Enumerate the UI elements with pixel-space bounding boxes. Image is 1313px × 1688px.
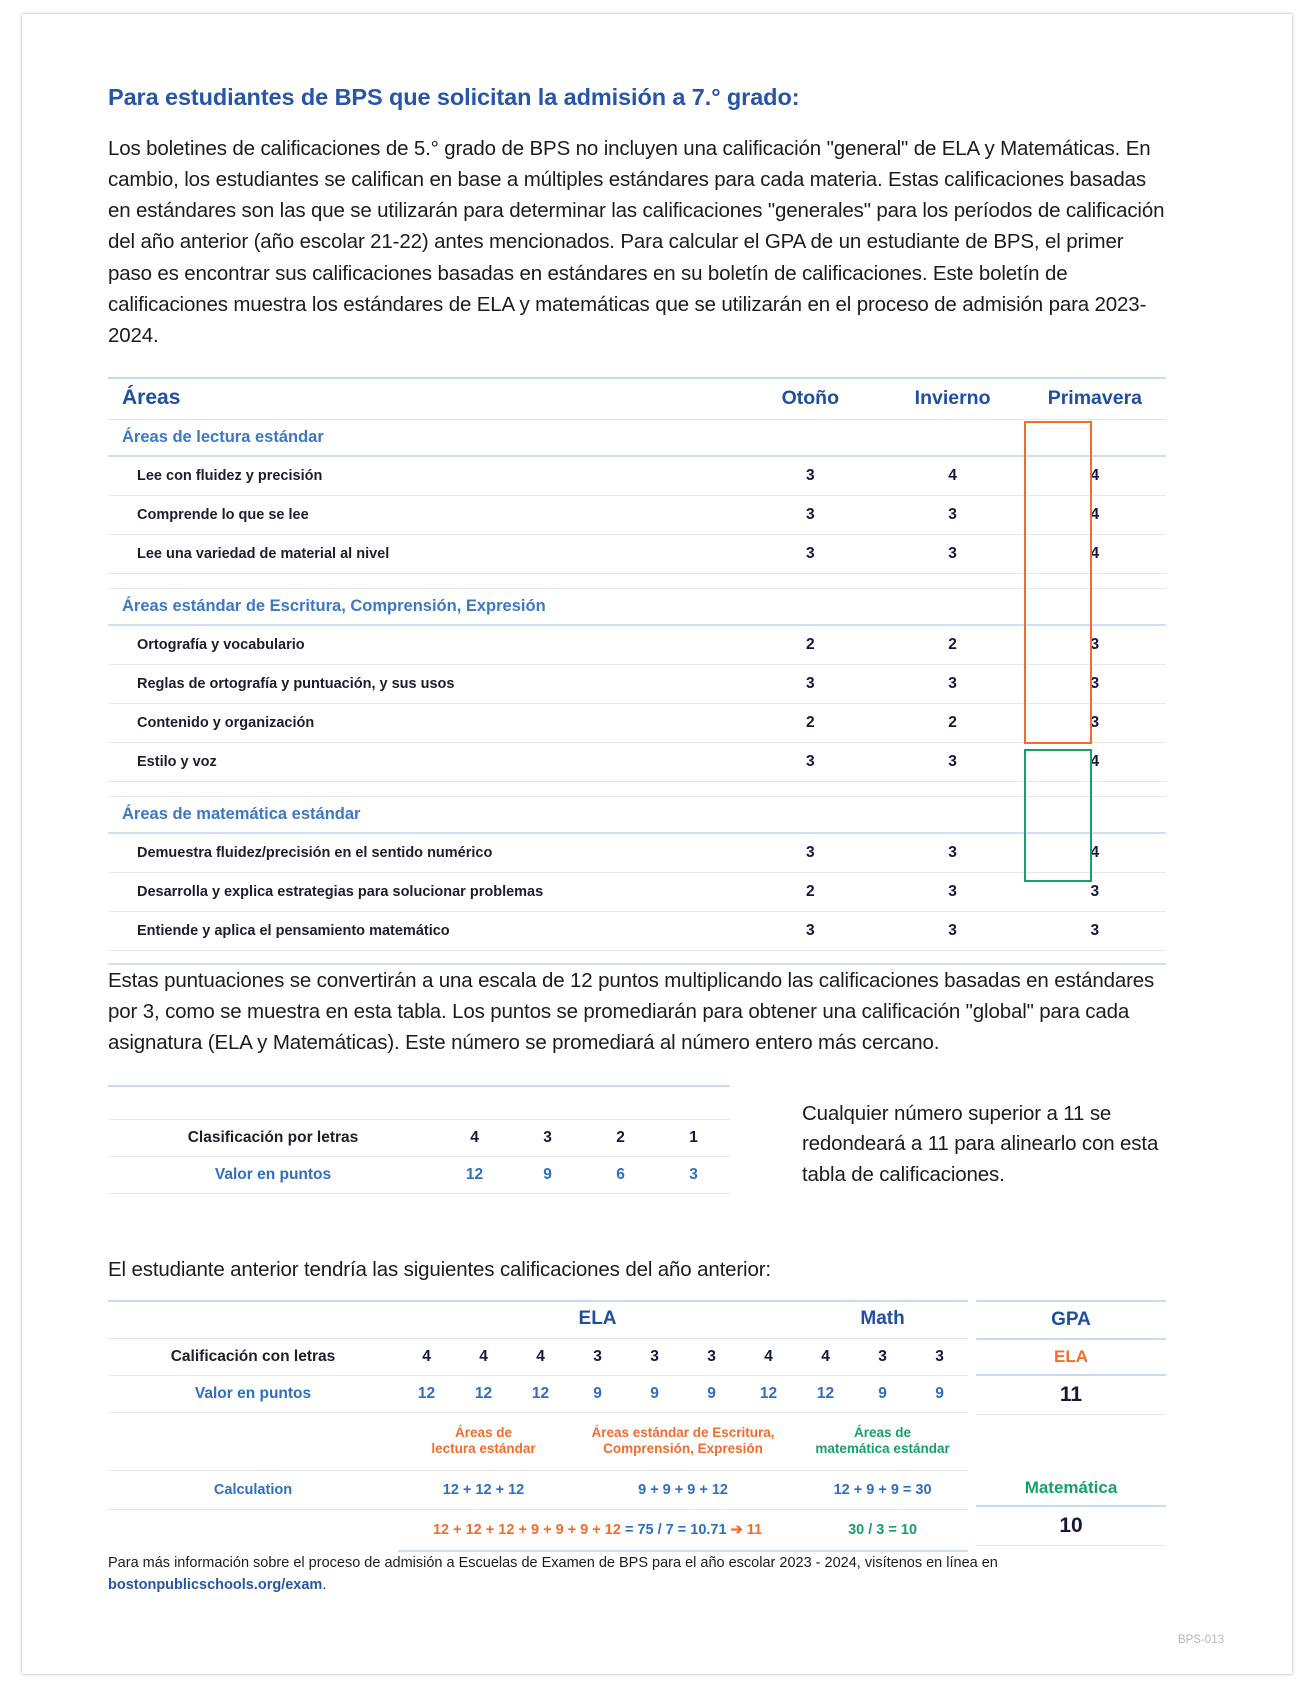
standard-name: Lee con fluidez y precisión	[108, 456, 739, 496]
points-conversion-table	[108, 1085, 730, 1194]
table-row	[108, 496, 1166, 535]
grade-otono: 3	[739, 743, 881, 782]
final-math-equation	[797, 1510, 968, 1552]
spacer-row	[108, 782, 1166, 797]
point-value-cell: 12	[797, 1375, 854, 1412]
grade-invierno: 2	[881, 704, 1023, 743]
point-values-label: Valor en puntos	[108, 1375, 398, 1412]
gpa-gap-row	[976, 1414, 1166, 1471]
group-label-writing	[569, 1412, 797, 1471]
final-equation-row	[108, 1510, 968, 1552]
grades-calculation-table	[108, 1300, 968, 1553]
point-value-row	[108, 1156, 730, 1193]
spacer-cell	[881, 574, 1023, 589]
grade-invierno: 4	[881, 456, 1023, 496]
group-label-line1: Áreas estándar de Escritura,	[591, 1424, 775, 1440]
letter-grade-cell: 4	[455, 1338, 512, 1375]
grade-invierno: 3	[881, 665, 1023, 704]
point-value-cell: 9	[911, 1375, 968, 1412]
group-label-reading	[398, 1412, 569, 1471]
subject-ela: ELA	[398, 1301, 797, 1339]
grade-primavera: 4	[1024, 743, 1166, 782]
gpa-gap	[976, 1414, 1166, 1471]
group-label: Áreas de matemática estándar	[108, 797, 739, 834]
header-areas: Áreas	[108, 378, 739, 420]
grade-otono: 3	[739, 912, 881, 951]
group-blank	[1024, 420, 1166, 457]
points-conversion-section	[108, 1085, 1166, 1194]
grade-primavera: 4	[1024, 456, 1166, 496]
grade-invierno: 3	[881, 912, 1023, 951]
grade-invierno: 3	[881, 496, 1023, 535]
letter-grades-label: Calificación con letras	[108, 1338, 398, 1375]
letter-grade-cell: 4	[398, 1338, 455, 1375]
grade-primavera: 3	[1024, 625, 1166, 665]
eq-op: +	[518, 1522, 527, 1539]
table-row	[108, 535, 1166, 574]
gpa-ela-label-row	[976, 1339, 1166, 1375]
group-blank	[881, 420, 1023, 457]
group-labels-blank	[108, 1412, 398, 1471]
table-end-row	[108, 951, 1166, 965]
letter-grades-row	[108, 1338, 968, 1375]
grade-primavera: 3	[1024, 912, 1166, 951]
spacer-cell	[739, 951, 881, 965]
table-row	[108, 743, 1166, 782]
table-row	[108, 456, 1166, 496]
group-blank	[1024, 589, 1166, 626]
spacer-cell	[1024, 782, 1166, 797]
gpa-panel	[976, 1300, 1166, 1546]
group-header-row	[108, 797, 1166, 834]
point-values-row	[108, 1375, 968, 1412]
grade-invierno: 3	[881, 873, 1023, 912]
spacer-cell	[438, 1086, 511, 1120]
group-blank	[739, 797, 881, 834]
header-primavera: Primavera	[1024, 378, 1166, 420]
subject-header-row	[108, 1301, 968, 1339]
point-value-cell: 12	[740, 1375, 797, 1412]
standard-name: Lee una variedad de material al nivel	[108, 535, 739, 574]
spacer-row	[108, 1086, 730, 1120]
grade-invierno: 3	[881, 743, 1023, 782]
letter-grade-cell: 3	[683, 1338, 740, 1375]
point-value-label: Valor en puntos	[108, 1156, 438, 1193]
group-blank	[739, 589, 881, 626]
letter-grade-value: 1	[657, 1119, 730, 1156]
footer-text-after: .	[322, 1577, 327, 1594]
standard-name: Ortografía y vocabulario	[108, 625, 739, 665]
spacer-row	[108, 574, 1166, 589]
spacer-cell	[1024, 574, 1166, 589]
grade-otono: 3	[739, 665, 881, 704]
grade-primavera: 4	[1024, 833, 1166, 873]
gpa-table	[976, 1300, 1166, 1546]
calculation-row	[108, 1471, 968, 1510]
letter-grade-row	[108, 1119, 730, 1156]
group-header-row	[108, 420, 1166, 457]
point-value-cell: 12	[455, 1375, 512, 1412]
final-ela-equation	[398, 1510, 797, 1552]
calculation-math: 12 + 9 + 9 = 30	[797, 1471, 968, 1510]
group-header-row	[108, 589, 1166, 626]
calculation-reading: 12 + 12 + 12	[398, 1471, 569, 1510]
standard-name: Estilo y voz	[108, 743, 739, 782]
group-blank	[1024, 797, 1166, 834]
bottom-section	[108, 1300, 1166, 1553]
grade-otono: 2	[739, 704, 881, 743]
header-invierno: Invierno	[881, 378, 1023, 420]
letter-grade-label: Clasificación por letras	[108, 1119, 438, 1156]
spacer-cell	[881, 782, 1023, 797]
gpa-math-label: Matemática	[976, 1471, 1166, 1506]
eq-op: +	[567, 1522, 577, 1539]
spacer-cell	[739, 782, 881, 797]
grade-otono: 2	[739, 873, 881, 912]
group-label-math	[797, 1412, 968, 1471]
table-row	[108, 665, 1166, 704]
spacer-cell	[1024, 951, 1166, 965]
point-value-cell: 9	[569, 1375, 626, 1412]
intro-paragraph: Los boletines de calificaciones de 5.° grado de BPS no incluyen una calificación "general" de ELA y Matemáticas. En cambio, los estudiantes se califican en base a múltiples estándares para cada materia. Estas calificaciones basadas en estándares son las que se utilizarán para determinar las calificaciones "generales" para los períodos de calificación del año anterior (año escolar 21-22) antes mencionados. Para calcular el GPA de un estudiante de BPS, el primer paso es encontrar sus calificaciones basadas en estándares en su boletín de calificaciones. Este boletín de calificaciones muestra los estándares de ELA y matemáticas que se utilizarán en el proceso de admisión para 2023-2024.	[108, 137, 1165, 347]
point-value-cell: 12	[512, 1375, 569, 1412]
point-value-cell: 9	[683, 1375, 740, 1412]
spacer-cell	[739, 574, 881, 589]
letter-grade-cell: 3	[626, 1338, 683, 1375]
group-label-line2: Comprensión, Expresión	[603, 1441, 763, 1457]
letter-grade-value: 2	[584, 1119, 657, 1156]
eq-term: 12	[498, 1522, 515, 1539]
letter-grade-value: 3	[511, 1119, 584, 1156]
document-content	[108, 84, 1166, 1552]
points-table-wrapper	[108, 1085, 730, 1194]
footer	[108, 1552, 1166, 1597]
eq-term: 9	[580, 1522, 589, 1539]
eq-term: 12	[465, 1522, 482, 1539]
grades-calculation-table-wrapper	[108, 1300, 968, 1553]
eq-term: 12	[432, 1522, 450, 1539]
rounding-note: Cualquier número superior a 11 se redondeará a 11 para alinearlo con esta tabla de calificaciones.	[802, 1101, 1159, 1187]
standards-table	[108, 377, 1166, 965]
paper-sheet	[22, 14, 1292, 1674]
grade-otono: 3	[739, 535, 881, 574]
group-blank	[739, 420, 881, 457]
grade-invierno: 3	[881, 833, 1023, 873]
spacer-cell	[108, 951, 739, 965]
eq-tail: = 75 / 7 = 10.71	[624, 1522, 727, 1539]
eq-result: 10	[900, 1522, 918, 1539]
grade-otono: 3	[739, 496, 881, 535]
letter-grade-cell: 3	[911, 1338, 968, 1375]
gpa-math-value-row	[976, 1506, 1166, 1546]
grade-invierno: 2	[881, 625, 1023, 665]
grade-primavera: 4	[1024, 535, 1166, 574]
letter-grade-cell: 4	[797, 1338, 854, 1375]
standard-name: Demuestra fluidez/precisión en el sentido numérico	[108, 833, 739, 873]
bottom-lead-text: El estudiante anterior tendría las siguientes calificaciones del año anterior:	[108, 1257, 771, 1281]
group-labels-row	[108, 1412, 968, 1471]
table-row	[108, 704, 1166, 743]
eq-term: 9	[555, 1522, 564, 1539]
group-blank	[881, 797, 1023, 834]
table-row	[108, 873, 1166, 912]
letter-grade-cell: 4	[512, 1338, 569, 1375]
standard-name: Contenido y organización	[108, 704, 739, 743]
gpa-ela-value-row	[976, 1375, 1166, 1415]
calculation-label: Calculation	[108, 1471, 398, 1510]
point-value: 3	[657, 1156, 730, 1193]
page-title: Para estudiantes de BPS que solicitan la admisión a 7.° grado:	[108, 84, 800, 110]
final-equation-blank	[108, 1510, 398, 1552]
table-row	[108, 833, 1166, 873]
grade-otono: 2	[739, 625, 881, 665]
point-value: 9	[511, 1156, 584, 1193]
grade-otono: 3	[739, 456, 881, 496]
subject-math: Math	[797, 1301, 968, 1339]
arrow-icon: ➔	[730, 1522, 743, 1539]
grade-primavera: 3	[1024, 704, 1166, 743]
standard-name: Desarrolla y explica estrategias para solucionar problemas	[108, 873, 739, 912]
gpa-ela-value: 11	[976, 1375, 1166, 1415]
subject-blank	[108, 1301, 398, 1339]
standards-table-header-row	[108, 378, 1166, 420]
gpa-header-row	[976, 1301, 1166, 1339]
group-label-line1: Áreas de	[854, 1424, 912, 1440]
letter-grade-cell: 3	[854, 1338, 911, 1375]
gpa-ela-label: ELA	[976, 1339, 1166, 1375]
group-label: Áreas estándar de Escritura, Comprensión, Expresión	[108, 589, 739, 626]
spacer-cell	[108, 574, 739, 589]
spacer-cell	[881, 951, 1023, 965]
letter-grade-value: 4	[438, 1119, 511, 1156]
mid-paragraph: Estas puntuaciones se convertirán a una escala de 12 puntos multiplicando las calificaciones basadas en estándares por 3, como se muestra en esta tabla. Los puntos se promediarán para obtener una calificación "global" para cada asignatura (ELA y Matemáticas). Este número se promediará al número entero más cercano.	[108, 969, 1155, 1055]
spacer-cell	[584, 1086, 657, 1120]
group-label-line2: matemática estándar	[815, 1441, 950, 1457]
standards-table-container	[108, 377, 1166, 965]
eq-term: 9	[530, 1522, 540, 1539]
spacer-cell	[108, 1086, 438, 1120]
exam-site-link[interactable]: bostonpublicschools.org/exam	[108, 1577, 323, 1594]
calculation-writing: 9 + 9 + 9 + 12	[569, 1471, 797, 1510]
point-value-cell: 9	[626, 1375, 683, 1412]
eq-op: +	[592, 1522, 601, 1539]
point-value-cell: 12	[398, 1375, 455, 1412]
group-label-line1: Áreas de	[454, 1424, 513, 1440]
point-value-cell: 9	[854, 1375, 911, 1412]
group-blank	[881, 589, 1023, 626]
group-label-line2: lectura estándar	[431, 1441, 536, 1457]
grade-primavera: 3	[1024, 873, 1166, 912]
gpa-math-label-row	[976, 1471, 1166, 1506]
standard-name: Comprende lo que se lee	[108, 496, 739, 535]
eq-result: 11	[746, 1522, 763, 1539]
spacer-cell	[511, 1086, 584, 1120]
letter-grade-cell: 3	[569, 1338, 626, 1375]
document-code: BPS-013	[1177, 1634, 1224, 1646]
grade-invierno: 3	[881, 535, 1023, 574]
grade-primavera: 3	[1024, 665, 1166, 704]
letter-grade-cell: 4	[740, 1338, 797, 1375]
header-otono: Otoño	[739, 378, 881, 420]
standard-name: Reglas de ortografía y puntuación, y sus usos	[108, 665, 739, 704]
standard-name: Entiende y aplica el pensamiento matemático	[108, 912, 739, 951]
footer-text-before: Para más información sobre el proceso de admisión a Escuelas de Examen de BPS para el año escolar 2023 - 2024, visítenos en línea en	[108, 1555, 998, 1571]
spacer-cell	[657, 1086, 730, 1120]
spacer-cell	[108, 782, 739, 797]
group-label: Áreas de lectura estándar	[108, 420, 739, 457]
grade-primavera: 4	[1024, 496, 1166, 535]
eq-expression: 30 / 3 =	[848, 1522, 897, 1539]
point-value: 12	[438, 1156, 511, 1193]
eq-op: +	[543, 1522, 552, 1539]
gpa-header: GPA	[976, 1301, 1166, 1339]
eq-op: +	[485, 1522, 495, 1539]
table-row	[108, 912, 1166, 951]
grade-otono: 3	[739, 833, 881, 873]
table-row	[108, 625, 1166, 665]
gpa-math-value: 10	[976, 1506, 1166, 1546]
eq-op: +	[453, 1522, 462, 1539]
eq-term: 12	[604, 1522, 621, 1539]
point-value: 6	[584, 1156, 657, 1193]
